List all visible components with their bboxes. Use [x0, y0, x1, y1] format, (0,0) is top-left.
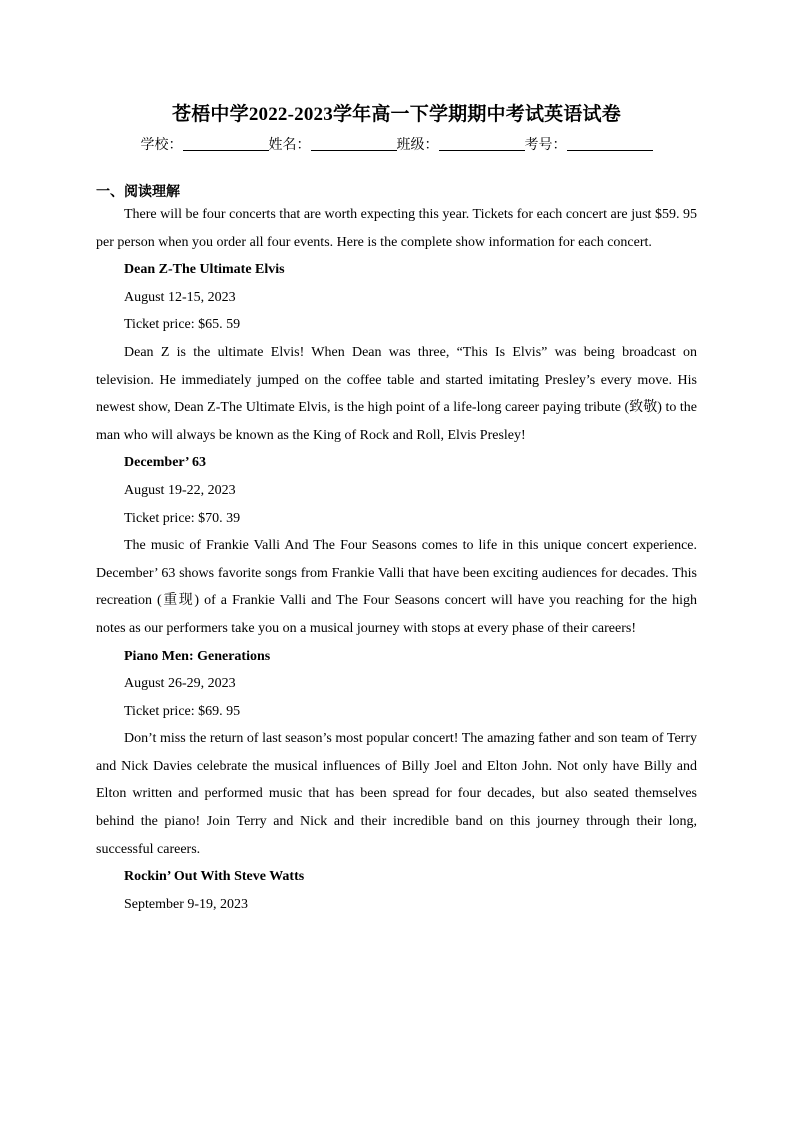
concert-description: The music of Frankie Valli And The Four Seasons comes to life in this unique concert experience. December’ 63 shows favorite songs from Frankie Valli that have been exciting audiences for decades. This recreation (重现) of a Frankie Valli and The Four Seasons concert will have you reaching for the high notes as our performers take you on a musical journey with stops at every phase of their careers!: [96, 538, 697, 636]
concert-price: Ticket price: $69. 95: [124, 703, 241, 719]
number-label: 考号：: [524, 137, 567, 153]
student-info-line: [96, 133, 697, 157]
concert-title: Dean Z-The Ultimate Elvis: [124, 262, 285, 278]
class-label: 班级：: [396, 137, 439, 153]
passage: [96, 201, 697, 918]
school-label: 学校：: [140, 137, 183, 153]
concert-price: Ticket price: $65. 59: [124, 317, 241, 333]
passage-intro: There will be four concerts that are worth expecting this year. Tickets for each concert are just $59. 95 per person when you order all four events. Here is the complete show information for each concert.: [96, 207, 697, 250]
concert-title: Rockin’ Out With Steve Watts: [124, 869, 305, 885]
concert-date: September 9-19, 2023: [124, 896, 249, 912]
concert-date: August 12-15, 2023: [124, 289, 236, 305]
exam-title: 苍梧中学2022-2023学年高一下学期期中考试英语试卷: [172, 104, 621, 125]
name-label: 姓名：: [268, 137, 311, 153]
class-blank[interactable]: [439, 136, 525, 151]
section-title: 一、阅读理解: [96, 184, 180, 200]
school-blank[interactable]: [183, 136, 269, 151]
concert-title: December’ 63: [124, 455, 207, 471]
concert-date: August 26-29, 2023: [124, 676, 236, 692]
concert-description: Don’t miss the return of last season’s most popular concert! The amazing father and son team of Terry and Nick Davies celebrate the musical influences of Billy Joel and Elton John. Not only have Billy and Elton written and performed music that has been spread for four decades, but also seated themselves behind the piano! Join Terry and Nick and their incredible band on this journey through their long, successful careers.: [96, 731, 697, 857]
number-blank[interactable]: [567, 136, 653, 151]
concert-description: Dean Z is the ultimate Elvis! When Dean was three, “This Is Elvis” was being broadcast on television. He immediately jumped on the coffee table and started imitating Presley’s every move. His newest show, Dean Z-The Ultimate Elvis, is the high point of a life-long career paying tribute (致敬) to the man who will always be known as the King of Rock and Roll, Elvis Presley!: [96, 344, 697, 443]
name-blank[interactable]: [311, 136, 397, 151]
concert-date: August 19-22, 2023: [124, 482, 236, 498]
concert-price: Ticket price: $70. 39: [124, 510, 241, 526]
concert-title: Piano Men: Generations: [124, 648, 271, 664]
